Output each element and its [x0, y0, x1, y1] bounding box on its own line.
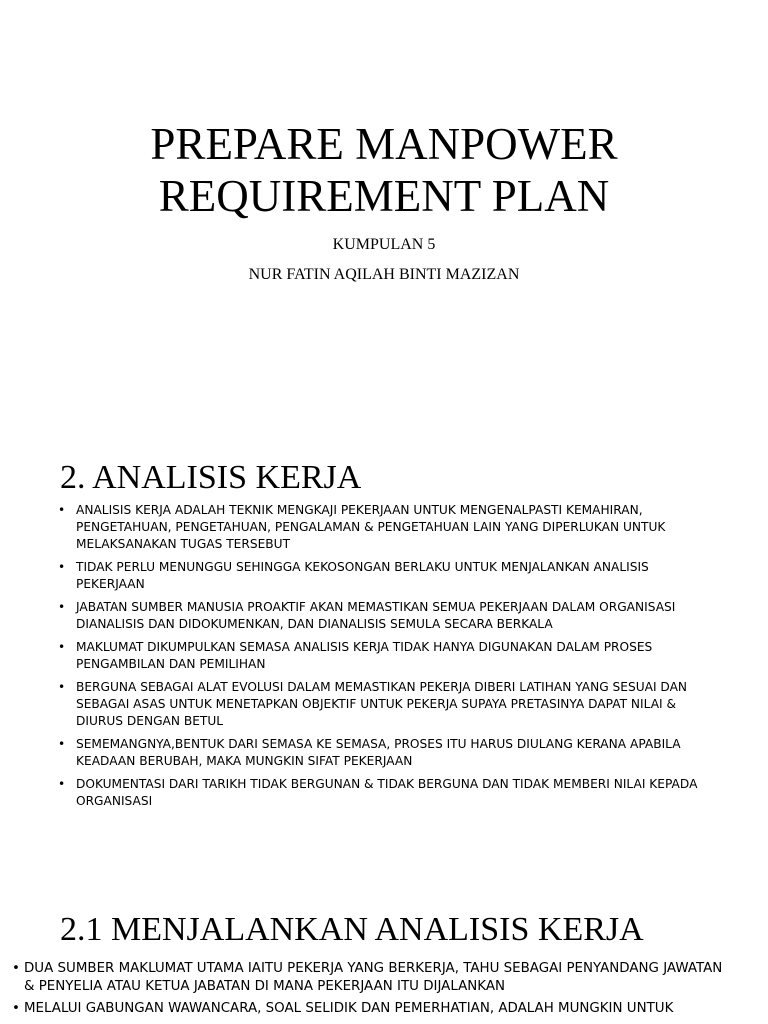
content-slide-analisis-kerja	[0, 430, 768, 892]
list-item-text: DOKUMENTASI DARI TARIKH TIDAK BERGUNAN & TIDAK BERGUNA DAN TIDAK MEMBERI NILAI KEPADA ORGANISASI	[76, 777, 698, 808]
title-slide	[0, 0, 768, 430]
slide-title	[0, 118, 768, 222]
content-slide-menjalankan-analisis-kerja	[0, 892, 768, 1024]
list-item	[58, 502, 718, 553]
list-item-text: TIDAK PERLU MENUNGGU SEHINGGA KEKOSONGAN BERLAKU UNTUK MENJALANKAN ANALISIS PEKERJAAN	[76, 560, 649, 591]
bullet-icon: •	[58, 737, 66, 751]
list-item-text: BERGUNA SEBAGAI ALAT EVOLUSI DALAM MEMASTIKAN PEKERJA DIBERI LATIHAN YANG SESUAI DAN SEBAGAI ASAS UNTUK MENETAPKAN OBJEKTIF UNTUK PEKERJA SUPAYA PRETASINYA DAPAT NILAI & DIURUS DENGAN BETUL	[76, 680, 688, 728]
list-item	[58, 559, 718, 593]
bullet-icon: •	[58, 503, 66, 517]
slide-title-line-2: REQUIREMENT PLAN	[158, 171, 610, 221]
list-item	[12, 960, 732, 996]
bullet-icon: •	[58, 680, 66, 694]
group-label: KUMPULAN 5	[332, 236, 436, 253]
bullet-list	[58, 502, 718, 816]
list-item	[12, 1000, 732, 1018]
bullet-icon: •	[58, 640, 66, 654]
list-item-text: ANALISIS KERJA ADALAH TEKNIK MENGKAJI PEKERJAAN UNTUK MENGENALPASTI KEMAHIRAN, PENGETAHUAN, PENGETAHUAN, PENGALAMAN & PENGETAHUAN LAIN YANG DIPERLUKAN UNTUK MELAKSANAKAN TUGAS TERSEBUT	[76, 503, 666, 551]
author-name: NUR FATIN AQILAH BINTI MAZIZAN	[248, 266, 520, 283]
list-item-text: JABATAN SUMBER MANUSIA PROAKTIF AKAN MEMASTIKAN SEMUA PEKERJAAN DALAM ORGANISASI DIANALISIS DAN DIDOKUMENKAN, DAN DIANALISIS SEMULA SECARA BERKALA	[76, 600, 676, 631]
list-item-text: MAKLUMAT DIKUMPULKAN SEMASA ANALISIS KERJA TIDAK HANYA DIGUNAKAN DALAM PROSES PENGAMBILAN DAN PEMILIHAN	[76, 640, 653, 671]
list-item-text: MELALUI GABUNGAN WAWANCARA, SOAL SELIDIK DAN PEMERHATIAN, ADALAH MUNGKIN UNTUK	[24, 1001, 674, 1016]
list-item	[58, 776, 718, 810]
list-item	[58, 679, 718, 730]
list-item	[58, 599, 718, 633]
list-item-text: SEMEMANGNYA,BENTUK DARI SEMASA KE SEMASA, PROSES ITU HARUS DIULANG KERANA APABILA KEADAAN BERUBAH, MAKA MUNGKIN SIFAT PEKERJAAN	[76, 737, 681, 768]
bullet-icon: •	[58, 777, 66, 791]
bullet-icon: •	[58, 560, 66, 574]
slide-title-line-1: PREPARE MANPOWER	[150, 119, 618, 169]
list-item	[58, 639, 718, 673]
bullet-icon: •	[12, 961, 20, 976]
list-item-text: DUA SUMBER MAKLUMAT UTAMA IAITU PEKERJA YANG BERKERJA, TAHU SEBAGAI PENYANDANG JAWATAN & PENYELIA ATAU KETUA JABATAN DI MANA PEKERJAAN ITU DIJALANKAN	[24, 961, 723, 994]
bullet-icon: •	[12, 1001, 20, 1016]
bullet-list	[12, 960, 732, 1022]
slide-subtitle	[0, 230, 768, 290]
list-item	[58, 736, 718, 770]
slide-heading: 2. ANALISIS KERJA	[60, 459, 362, 496]
bullet-icon: •	[58, 600, 66, 614]
slide-heading: 2.1 MENJALANKAN ANALISIS KERJA	[60, 911, 644, 948]
